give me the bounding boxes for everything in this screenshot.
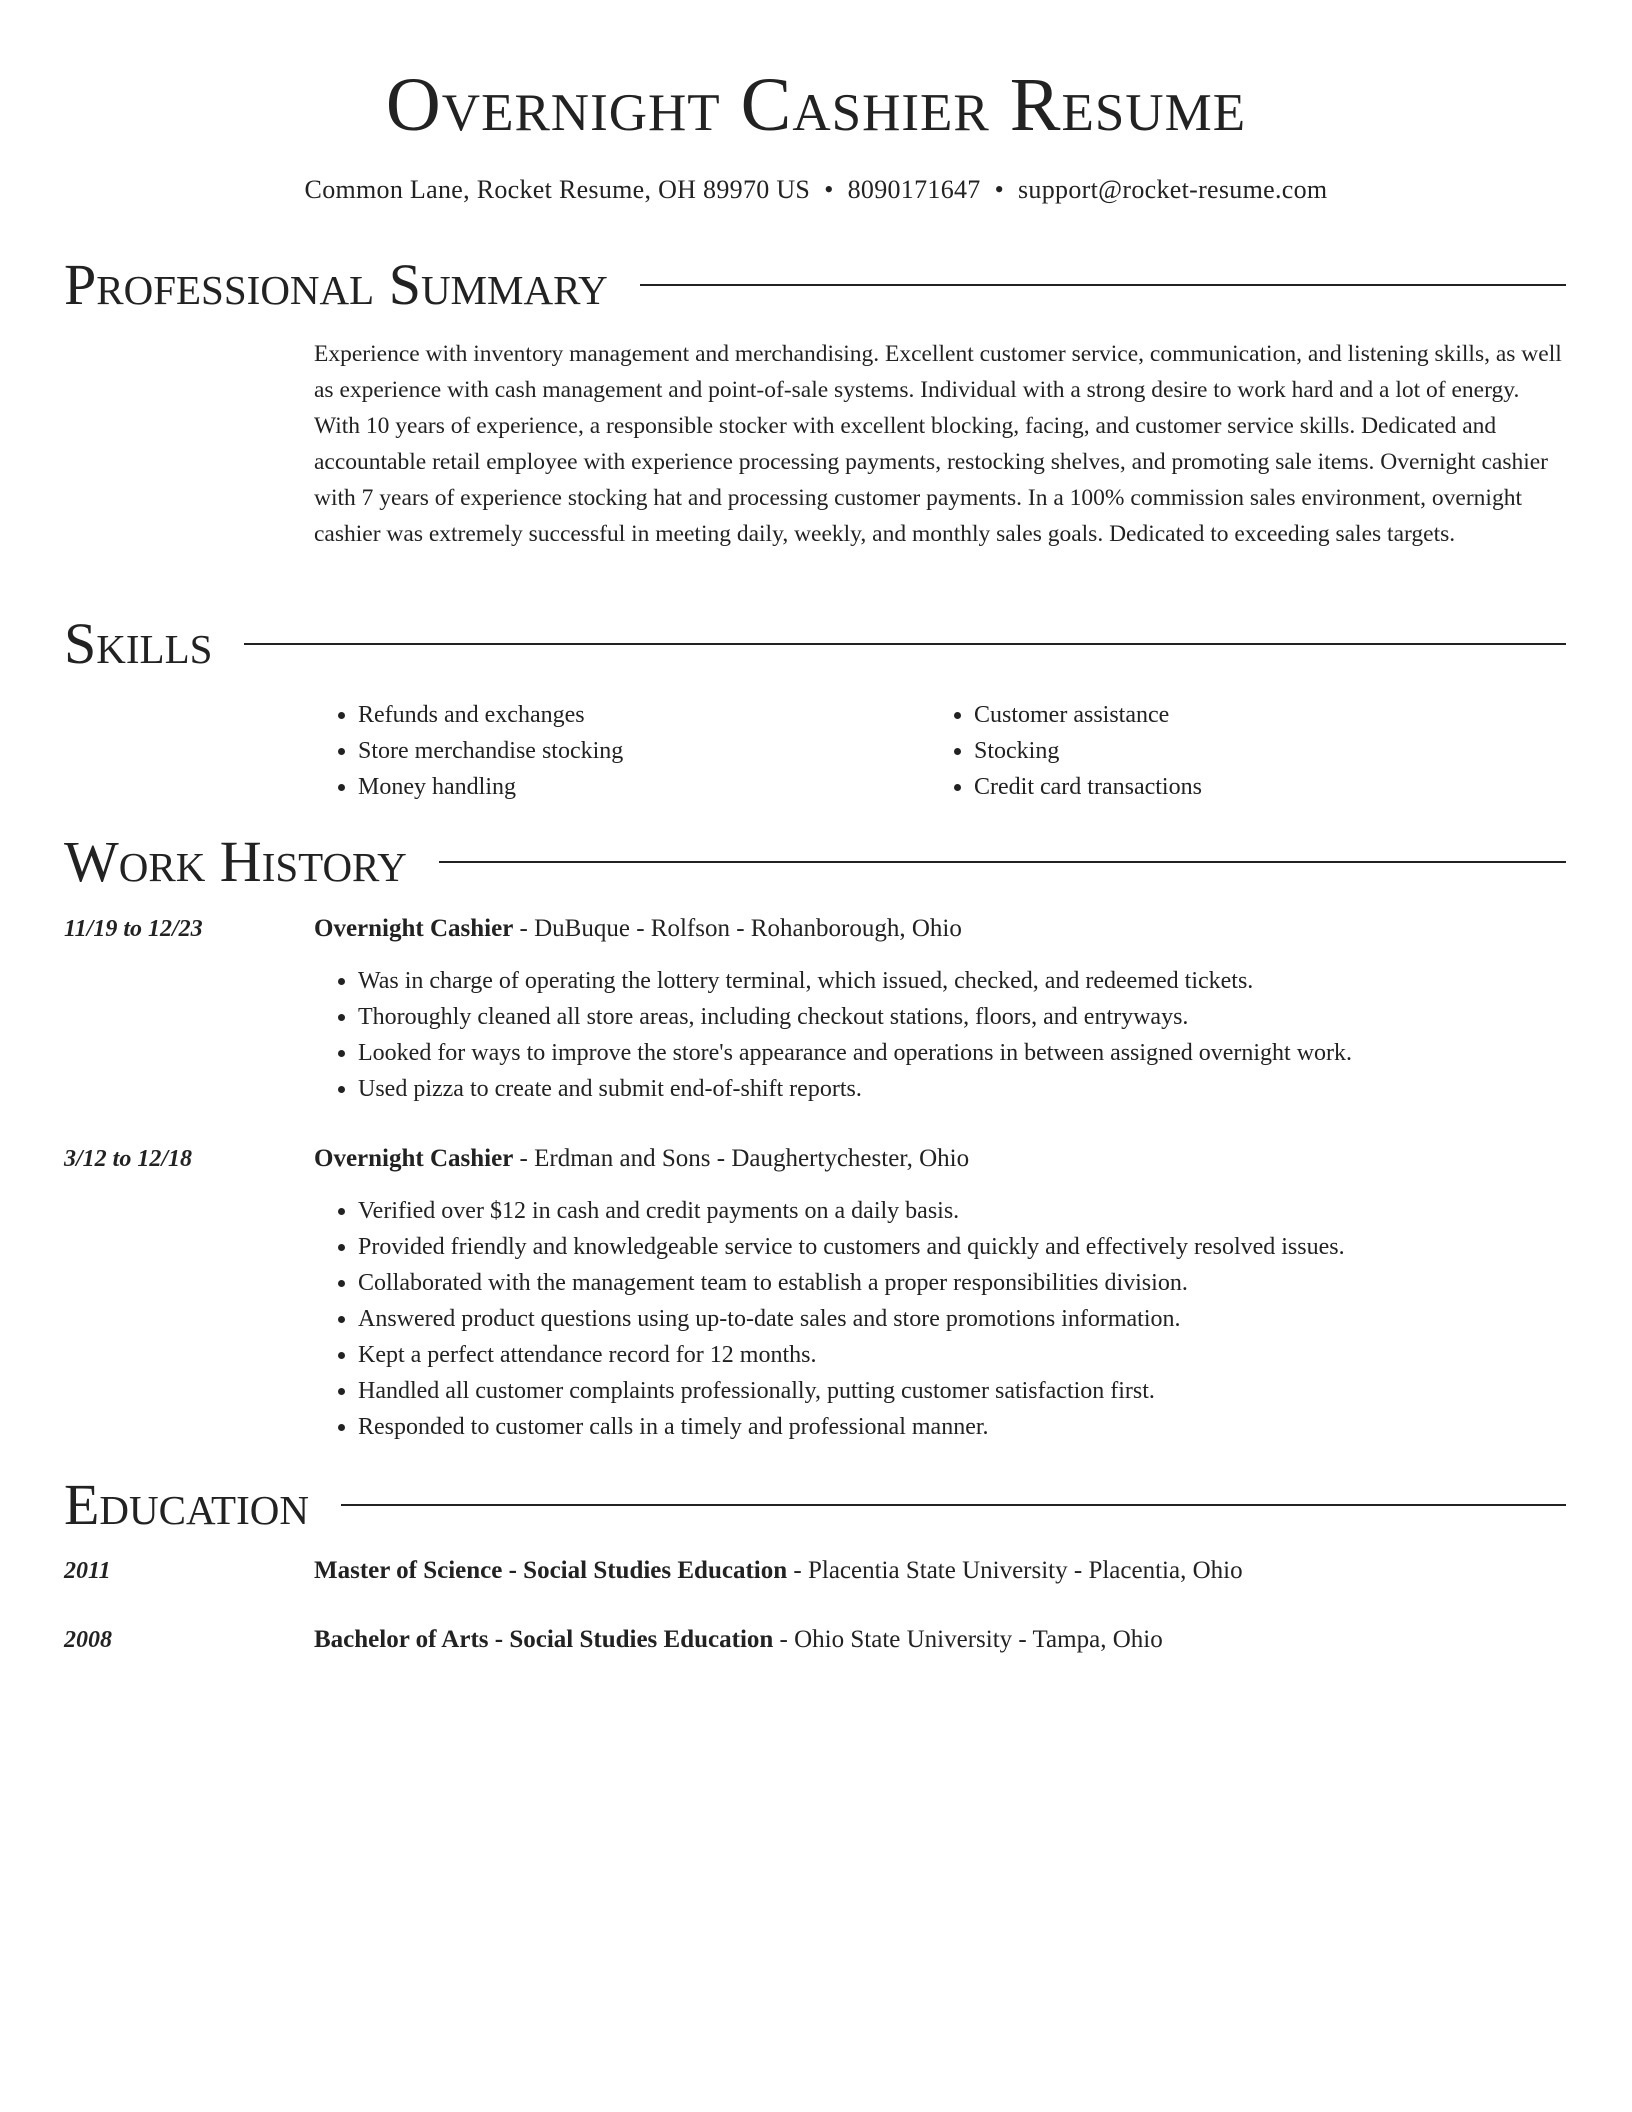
duty-item: • Provided friendly and knowledgeable service to customers and quickly and effectively resolved issues.	[358, 1229, 1610, 1265]
section-divider	[244, 643, 1566, 645]
education-year: 2008	[64, 1627, 112, 1653]
work-heading: Work History	[64, 829, 407, 894]
job-dates: 3/12 to 12/18	[64, 1146, 193, 1172]
duty-item: • Thoroughly cleaned all store areas, including checkout stations, floors, and entryways.	[358, 999, 1610, 1035]
duty-item: • Answered product questions using up-to-date sales and store promotions information.	[358, 1301, 1610, 1337]
education-school: - Placentia State University - Placentia, Ohio	[787, 1557, 1243, 1584]
duty-item: • Collaborated with the management team to establish a proper responsibilities division.	[358, 1265, 1610, 1301]
job-role: Overnight Cashier	[314, 915, 514, 942]
job-role: Overnight Cashier	[314, 1145, 514, 1172]
job-employer: - DuBuque - Rolfson - Rohanborough, Ohio	[513, 915, 962, 942]
job-dates: 11/19 to 12/23	[64, 916, 203, 942]
duty-item: • Used pizza to create and submit end-of-shift reports.	[358, 1071, 1610, 1107]
resume-title: Overnight Cashier Resume	[385, 63, 1247, 147]
skills-section-header	[64, 609, 1566, 679]
skills-heading: Skills	[64, 611, 213, 676]
contact-line	[0, 172, 1632, 208]
education-line	[314, 1553, 1566, 1589]
education-degree: Master of Science - Social Studies Education	[314, 1557, 788, 1584]
duty-item: • Handled all customer complaints professionally, putting customer satisfaction first.	[358, 1373, 1610, 1409]
job-employer: - Erdman and Sons - Daughertychester, Ohio	[513, 1145, 970, 1172]
section-divider	[341, 1504, 1566, 1506]
education-school: - Ohio State University - Tampa, Ohio	[773, 1626, 1163, 1653]
education-degree: Bachelor of Arts - Social Studies Education	[314, 1626, 774, 1653]
duty-item: • Was in charge of operating the lottery terminal, which issued, checked, and redeemed tickets.	[358, 963, 1610, 999]
job-duties	[314, 963, 1610, 1107]
job-duties	[314, 1193, 1610, 1445]
duty-item: • Kept a perfect attendance record for 12 months.	[358, 1337, 1610, 1373]
skill-item: • Customer assistance	[974, 697, 1546, 733]
summary-heading: Professional Summary	[64, 252, 608, 317]
skill-item: • Credit card transactions	[974, 769, 1546, 805]
section-divider	[640, 284, 1566, 286]
contact-email: support@rocket-resume.com	[1018, 175, 1328, 204]
education-year: 2011	[64, 1558, 111, 1584]
duty-item: • Verified over $12 in cash and credit payments on a daily basis.	[358, 1193, 1610, 1229]
contact-separator: •	[994, 175, 1005, 204]
contact-address: Common Lane, Rocket Resume, OH 89970 US	[304, 175, 811, 204]
skill-item: • Stocking	[974, 733, 1546, 769]
skill-item: • Money handling	[358, 769, 930, 805]
skills-column-right	[930, 697, 1546, 805]
skill-item: • Refunds and exchanges	[358, 697, 930, 733]
education-heading: Education	[64, 1472, 309, 1537]
section-divider	[439, 861, 1566, 863]
contact-phone: 8090171647	[847, 175, 981, 204]
skills-column-left	[314, 697, 930, 805]
duty-item: • Responded to customer calls in a timely and professional manner.	[358, 1409, 1610, 1445]
summary-text: Experience with inventory management and merchandising. Excellent customer service, communication, and listening skills, as well as experience with cash management and point-of-sale systems. Individual with a strong desire to work hard and a lot of energy. With 10 years of experience, a responsible stocker with excellent blocking, facing, and customer service skills. Dedicated and accountable retail employee with experience processing payments, restocking shelves, and promoting sale items. Overnight cashier with 7 years of experience stocking hat and processing customer payments. In a 100% commission sales environment, overnight cashier was extremely successful in meeting daily, weekly, and monthly sales goals. Dedicated to exceeding sales targets.	[314, 341, 1562, 547]
skills-list	[314, 697, 1566, 805]
education-line	[314, 1622, 1566, 1658]
work-section-header	[64, 827, 1566, 897]
skill-item: • Store merchandise stocking	[358, 733, 930, 769]
education-section-header	[64, 1470, 1566, 1540]
job-title-line	[314, 1141, 1566, 1177]
summary-section-header	[64, 250, 1566, 320]
duty-item: • Looked for ways to improve the store's appearance and operations in between assigned overnight work.	[358, 1035, 1610, 1071]
contact-separator: •	[824, 175, 834, 204]
job-title-line	[314, 911, 1566, 947]
